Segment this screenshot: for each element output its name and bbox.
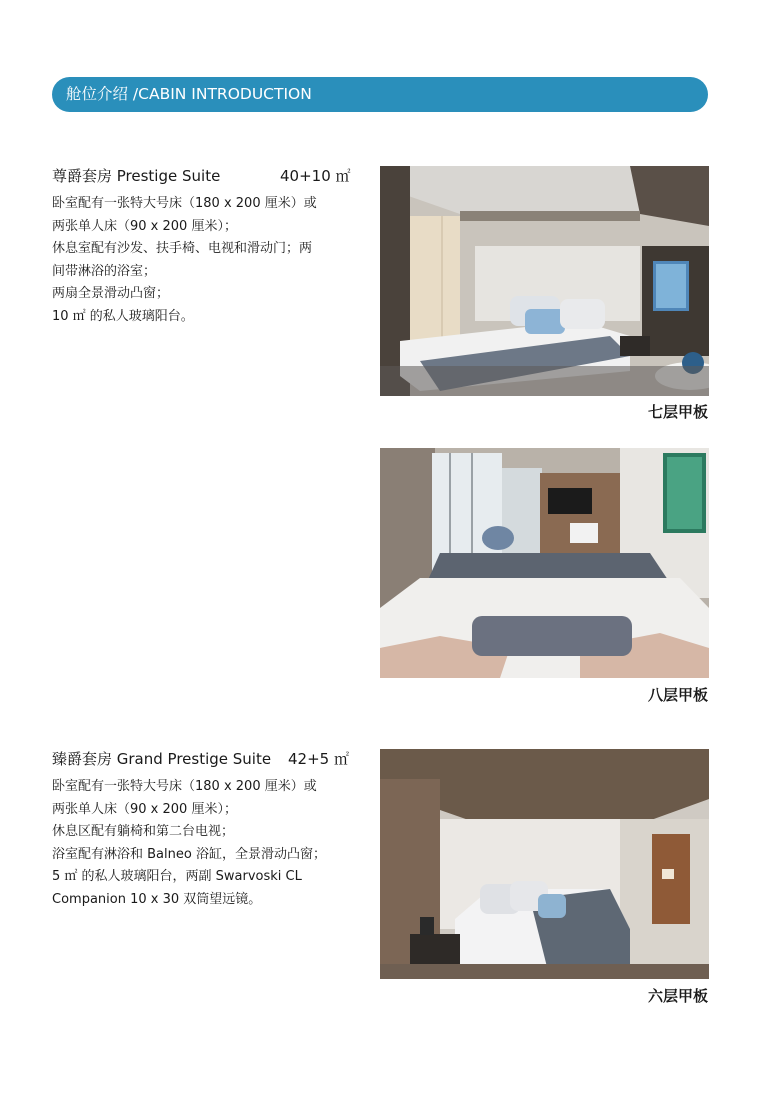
description-line: 卧室配有一张特大号床（180 x 200 厘米）或 [52, 196, 317, 211]
description-line: 两张单人床（90 x 200 厘米）； [52, 801, 237, 817]
suite-name-prestige: 尊爵套房 Prestige Suite [52, 167, 221, 185]
photo-prestige-lounge [380, 448, 709, 678]
suite-description-prestige [52, 193, 350, 328]
description-line: 两扇全景滑动凸窗； [52, 286, 170, 301]
description-line: 休息区配有躺椅和第二台电视； [52, 824, 235, 839]
suite-area-prestige: 40+10 ㎡ [280, 167, 351, 185]
suite-description-grand-prestige [52, 776, 350, 911]
suite-area-grand-prestige: 42+5 ㎡ [288, 750, 349, 768]
description-line: 5 ㎡ 的私人玻璃阳台，两副 Swarvoski CL [52, 869, 302, 884]
photo-caption: 八层甲板 [647, 686, 708, 704]
description-line: 10 ㎡ 的私人玻璃阳台。 [52, 308, 194, 324]
description-line: Companion 10 x 30 双筒望远镜。 [52, 891, 262, 907]
section-banner [52, 77, 708, 112]
description-line: 休息室配有沙发、扶手椅、电视和滑动门；两 [52, 241, 313, 256]
description-line: 浴室配有淋浴和 Balneo 浴缸，全景滑动凸窗； [52, 846, 326, 862]
photo-caption: 七层甲板 [647, 403, 708, 421]
photo-prestige-bedroom [380, 166, 709, 396]
photo-caption: 六层甲板 [647, 987, 708, 1005]
section-title: 舱位介绍 /CABIN INTRODUCTION [66, 85, 312, 103]
suite-name-grand-prestige: 臻爵套房 Grand Prestige Suite [52, 750, 272, 768]
description-line: 间带淋浴的浴室； [52, 263, 157, 279]
description-line: 两张单人床（90 x 200 厘米）； [52, 218, 237, 234]
photo-grand-prestige-bedroom [380, 749, 709, 979]
description-line: 卧室配有一张特大号床（180 x 200 厘米）或 [52, 779, 317, 794]
